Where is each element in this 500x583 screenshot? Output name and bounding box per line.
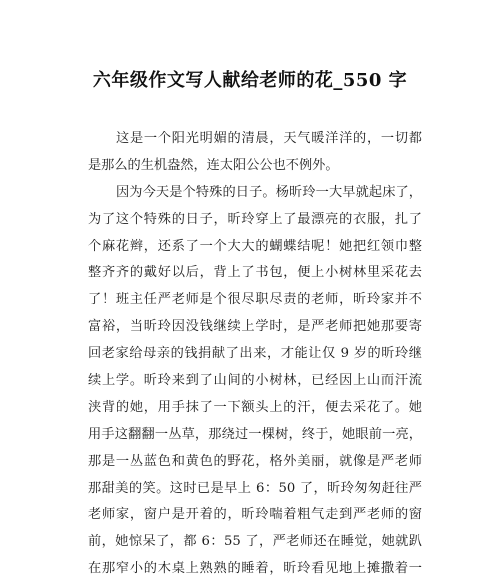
essay-line: 那甜美的笑。这时已是早上 6：50 了，昕玲匆匆赶往严 xyxy=(88,480,422,496)
essay-line: 浃背的她，用手抹了一下额头上的汗，便去采花了。她 xyxy=(88,399,422,415)
essay-line: 在那窄小的木桌上熟熟的睡着，昕玲看见地上摊撒着一 xyxy=(88,561,422,577)
essay-line: 整齐齐的戴好以后，背上了书包，便上小树林里采花去 xyxy=(88,265,422,281)
essay-line: 那是一丛蓝色和黄色的野花，格外美丽，就像是严老师 xyxy=(88,453,422,469)
document-title: 六年级作文写人献给老师的花_550 字 xyxy=(92,70,408,91)
essay-line: 了！班主任严老师是个很尽职尽责的老师，昕玲家并不 xyxy=(88,292,422,308)
essay-line: 前，她惊呆了，都 6：55 了，严老师还在睡觉，她就趴 xyxy=(88,534,422,550)
essay-line: 老师家，窗户是开着的，昕玲喘着粗气走到严老师的窗 xyxy=(88,507,422,523)
essay-body xyxy=(88,126,422,583)
essay-line: 因为今天是个特殊的日子。杨昕玲一大早就起床了， xyxy=(116,184,422,200)
essay-line: 用手这翻翻一丛草，那绕过一棵树，终于，她眼前一亮， xyxy=(88,426,422,442)
essay-line: 富裕，当昕玲因没钱继续上学时，是严老师把她那要寄 xyxy=(88,319,422,335)
essay-line: 回老家给母亲的钱捐献了出来，才能让仅 9 岁的昕玲继 xyxy=(88,346,422,362)
essay-line: 续上学。昕玲来到了山间的小树林，已经因上山而汗流 xyxy=(88,373,422,389)
essay-line: 是那么的生机盎然，连太阳公公也不例外。 xyxy=(88,157,339,173)
essay-line: 这是一个阳光明媚的清晨，天气暖洋洋的，一切都 xyxy=(116,131,422,146)
essay-line: 个麻花辫，还系了一个大大的蝴蝶结呢！她把红领巾整 xyxy=(88,238,422,254)
essay-line: 为了这个特殊的日子，昕玲穿上了最漂亮的衣服，扎了 xyxy=(88,211,422,227)
